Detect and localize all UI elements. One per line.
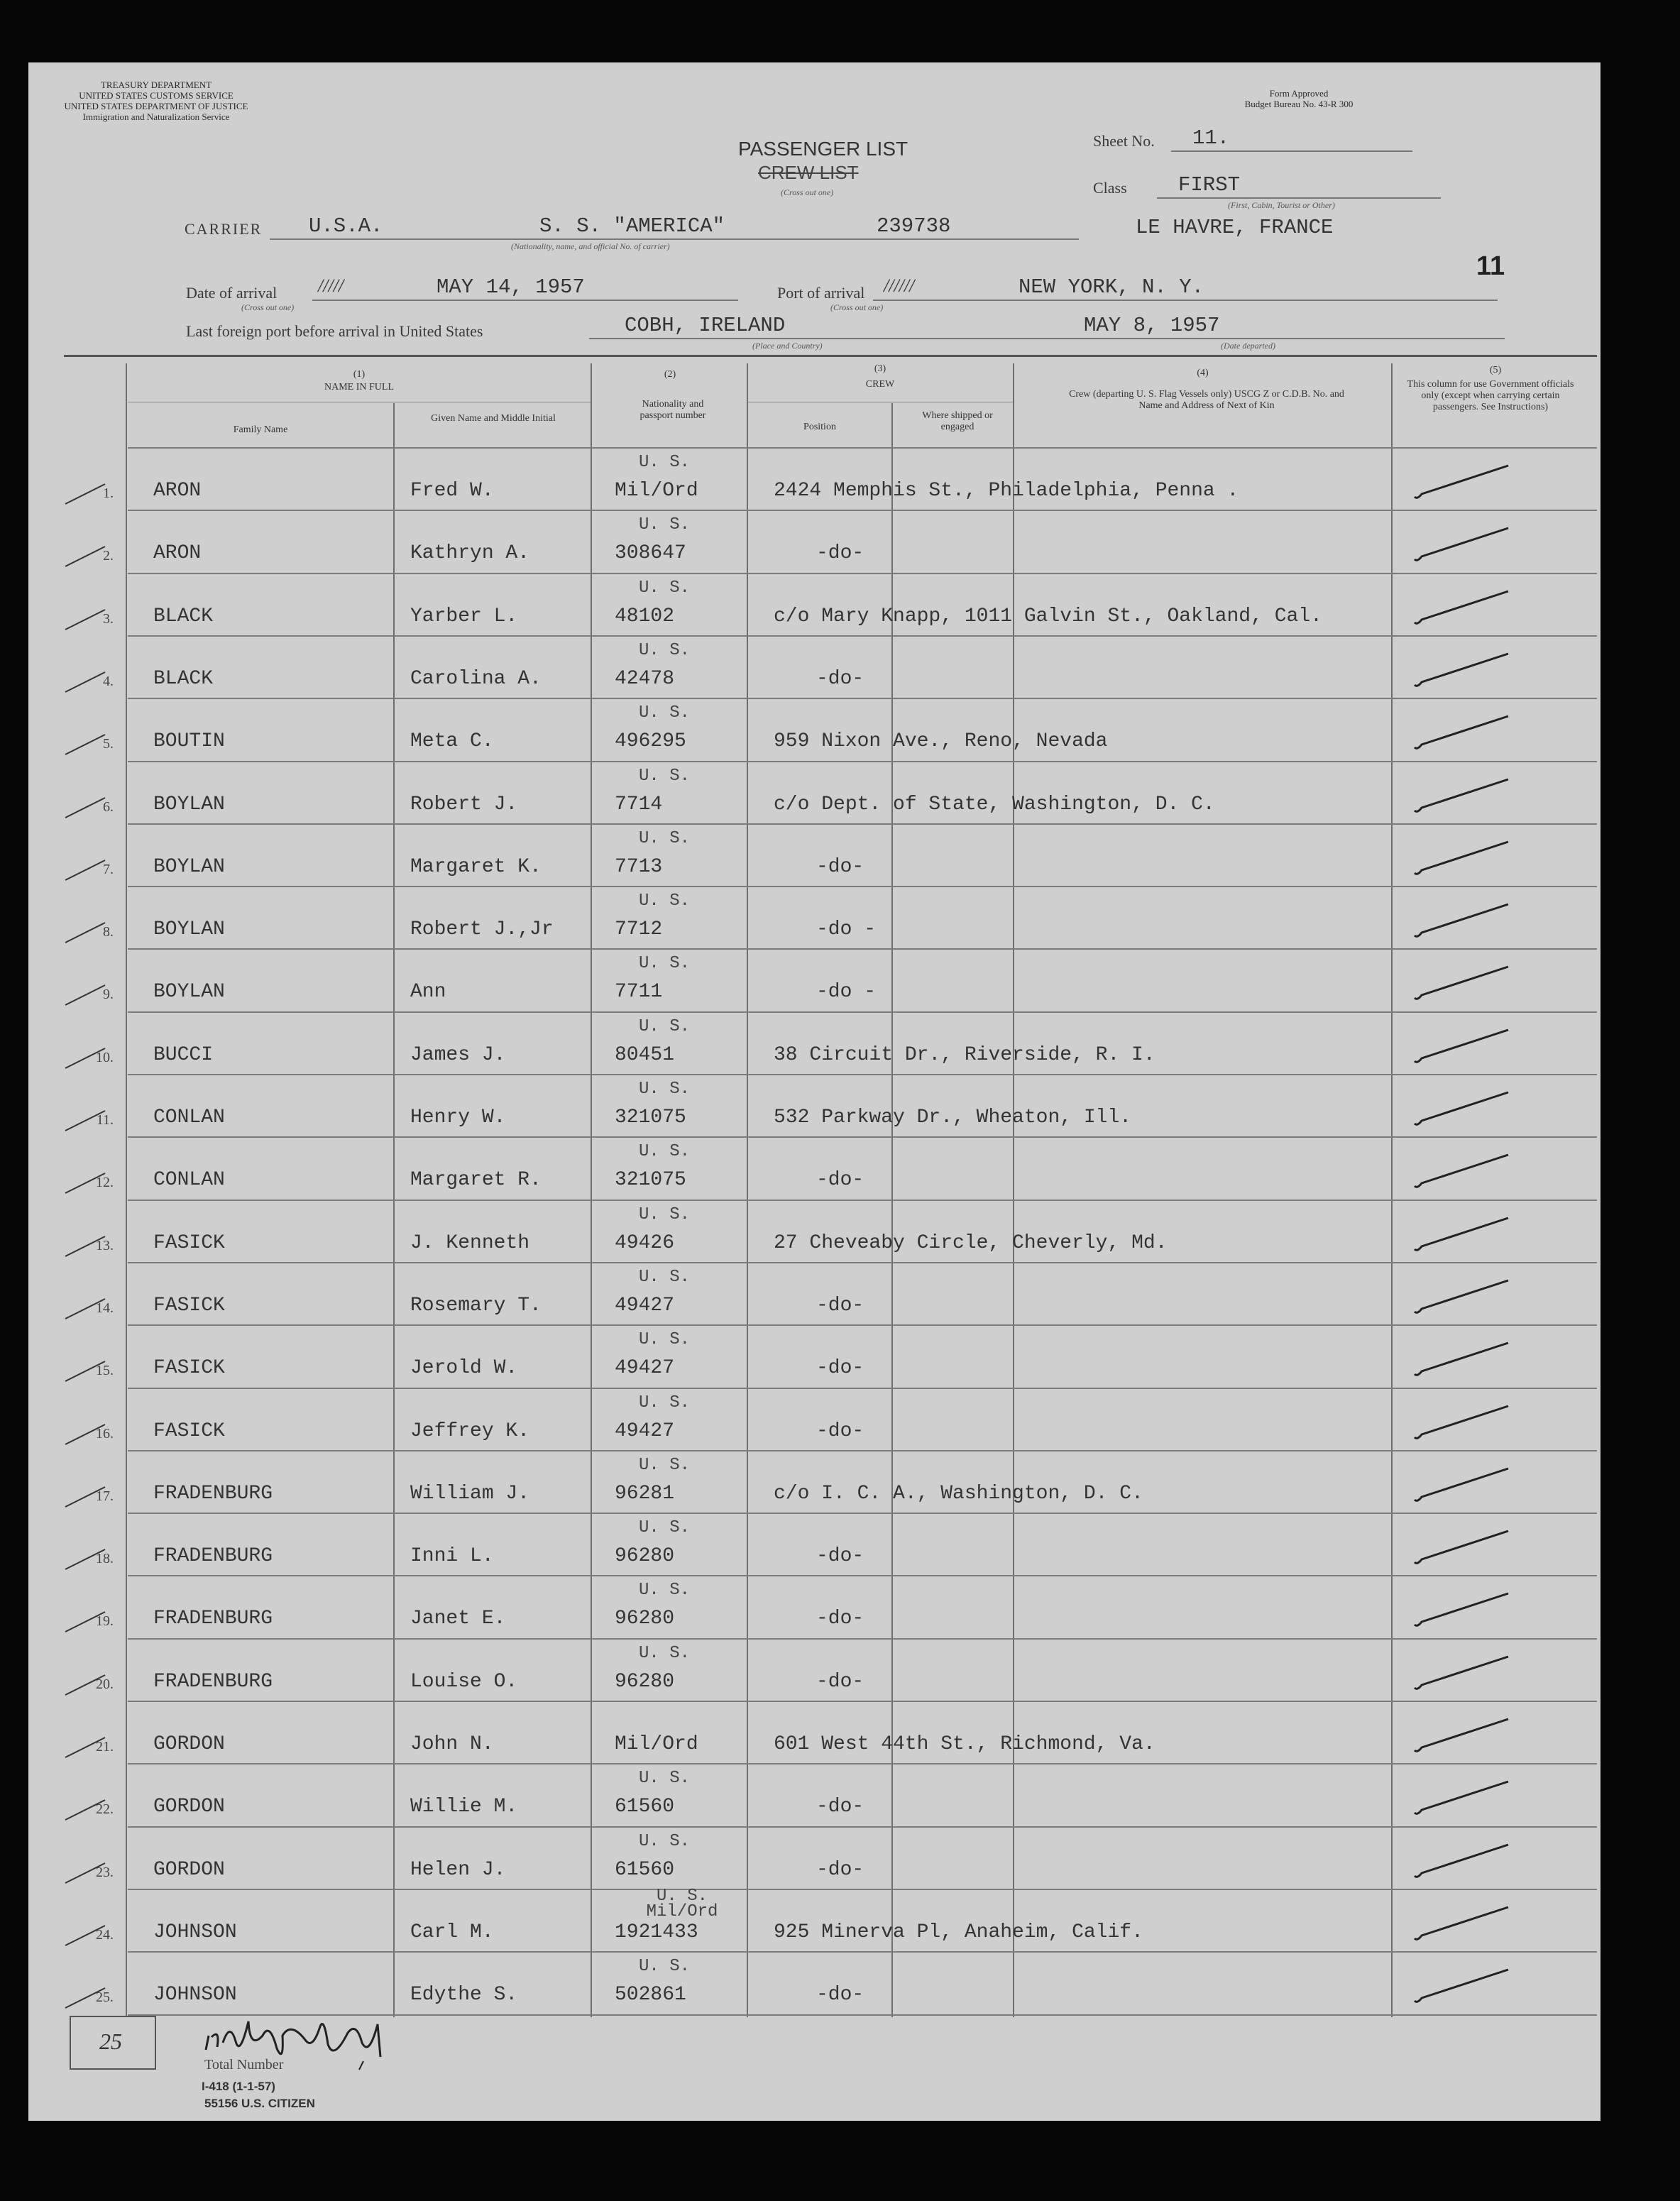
address: 38 Circuit Dr., Riverside, R. I.	[774, 1043, 1155, 1066]
row-number: 14.	[96, 1300, 114, 1316]
check-mark-icon	[1409, 456, 1515, 512]
row-number: 5.	[103, 736, 114, 752]
col-divider-name	[591, 363, 592, 2017]
check-mark-icon	[1409, 518, 1515, 575]
carrier-nationality: U.S.A.	[309, 214, 383, 238]
col4-title: Crew (departing U. S. Flag Vessels only) USCG Z or C.D.B. No. and Name and Address of Next of Kin	[1069, 389, 1344, 411]
check-mark-icon	[1409, 1521, 1515, 1578]
passport-number: 321075	[615, 1169, 686, 1192]
sheet-label: Sheet No.	[1093, 132, 1155, 150]
port-of-arrival-label: Port of arrival	[777, 284, 865, 302]
nationality: U. S.	[639, 1393, 691, 1412]
given-name: William J.	[410, 1482, 530, 1505]
address: -do-	[816, 1420, 864, 1442]
passport-number: 7711	[615, 981, 663, 1004]
address: 925 Minerva Pl, Anaheim, Calif.	[774, 1921, 1143, 1943]
given-name: Willie M.	[410, 1796, 518, 1818]
address: 959 Nixon Ave., Reno, Nevada	[774, 730, 1108, 753]
passport-number: 48102	[615, 605, 675, 627]
port-underline	[873, 300, 1498, 301]
margin-tick-icon	[62, 539, 112, 575]
margin-tick-icon	[62, 978, 112, 1014]
agency-line: UNITED STATES DEPARTMENT OF JUSTICE	[64, 101, 248, 111]
given-name: Jeffrey K.	[410, 1420, 530, 1442]
last-port-value: COBH, IRELAND	[625, 314, 786, 337]
margin-tick-icon	[62, 916, 112, 951]
family-name: JOHNSON	[153, 1984, 237, 2007]
family-name: GORDON	[153, 1733, 225, 1755]
check-mark-icon	[1409, 581, 1515, 638]
passport-number: 1921433	[615, 1921, 698, 1943]
nationality: U. S.	[639, 578, 691, 598]
margin-tick-icon	[62, 1417, 112, 1453]
nationality: U. S.	[639, 1204, 691, 1224]
row-number: 24.	[96, 1926, 114, 1943]
row-divider	[128, 1136, 1597, 1138]
port-cross-note: (Cross out one)	[830, 302, 884, 312]
passport-number: 42478	[615, 667, 675, 690]
row-number: 3.	[103, 610, 114, 627]
row-divider	[128, 761, 1597, 762]
passport-number: 49427	[615, 1420, 675, 1442]
given-name: Henry W.	[410, 1107, 506, 1129]
margin-tick-icon	[62, 1166, 112, 1202]
margin-tick-icon	[62, 1104, 112, 1139]
form-approved-line: Form Approved	[1269, 88, 1329, 99]
date-departed-value: MAY 8, 1957	[1084, 314, 1220, 337]
row-number: 10.	[96, 1049, 114, 1065]
given-name: John N.	[410, 1733, 494, 1755]
check-mark-icon	[1409, 1145, 1515, 1202]
address: -do-	[816, 1294, 864, 1317]
row-divider	[128, 1450, 1597, 1451]
last-port-note: (Place and Country)	[752, 341, 823, 351]
col3-position-header: Position	[803, 422, 836, 432]
family-name: BOYLAN	[153, 793, 225, 816]
margin-tick-icon	[62, 1856, 112, 1892]
form-approved	[1235, 88, 1363, 109]
given-name: Robert J.	[410, 793, 518, 816]
check-mark-icon	[1409, 1647, 1515, 1703]
check-mark-icon	[1409, 1772, 1515, 1828]
row-divider	[128, 1889, 1597, 1890]
nationality: U. S.	[639, 1643, 691, 1663]
page-title: PASSENGER LIST	[738, 138, 908, 160]
passport-number: 7714	[615, 793, 663, 816]
check-mark-icon	[1409, 706, 1515, 763]
given-name: Margaret K.	[410, 855, 542, 878]
check-mark-icon	[1409, 1897, 1515, 1954]
family-name: FRADENBURG	[153, 1545, 273, 1568]
row-number: 2.	[103, 548, 114, 564]
given-name: Kathryn A.	[410, 542, 530, 565]
col5-number: (5)	[1489, 365, 1502, 375]
row-divider	[128, 1763, 1597, 1764]
col-divider-position	[891, 403, 893, 2017]
class-note: (First, Cabin, Tourist or Other)	[1228, 200, 1335, 210]
given-name: Fred W.	[410, 480, 494, 502]
nationality: U. S.	[639, 1831, 691, 1851]
nationality: U. S.	[639, 828, 691, 848]
table-top-border	[64, 355, 1597, 357]
family-name: BLACK	[153, 667, 214, 690]
nationality: U. S.	[639, 891, 691, 911]
margin-tick-icon	[62, 477, 112, 512]
row-divider	[128, 635, 1597, 637]
row-number: 15.	[96, 1363, 114, 1379]
last-port-label: Last foreign port before arrival in United States	[186, 322, 483, 340]
passport-number: 502861	[615, 1984, 686, 2007]
address: -do-	[816, 1984, 864, 2007]
row-number: 19.	[96, 1613, 114, 1630]
nationality: U. S.	[639, 954, 691, 974]
address: c/o Dept. of State, Washington, D. C.	[774, 793, 1215, 816]
row-number: 4.	[103, 673, 114, 689]
row-divider	[128, 1826, 1597, 1828]
passport-number: 49427	[615, 1357, 675, 1380]
passport-number: 61560	[615, 1858, 675, 1881]
address: 27 Cheveaby Circle, Cheverly, Md.	[774, 1231, 1168, 1254]
family-name: JOHNSON	[153, 1921, 237, 1943]
col3-number: (3)	[874, 363, 886, 374]
row-number: 17.	[96, 1488, 114, 1504]
address: -do -	[816, 918, 877, 941]
given-name: Rosemary T.	[410, 1294, 542, 1317]
carrier-name: S. S. "AMERICA"	[539, 214, 725, 238]
family-name: GORDON	[153, 1796, 225, 1818]
given-name: Jerold W.	[410, 1357, 518, 1380]
passport-number: 49426	[615, 1231, 675, 1254]
check-mark-icon	[1409, 832, 1515, 889]
nationality: U. S.	[639, 703, 691, 723]
col2-number: (2)	[664, 369, 676, 380]
passport-number: 80451	[615, 1043, 675, 1066]
col1-family-header: Family Name	[233, 424, 288, 435]
check-mark-icon	[1409, 1835, 1515, 1892]
date-of-arrival-label: Date of arrival	[186, 284, 278, 302]
address: -do-	[816, 542, 864, 565]
page-number: 11	[1476, 251, 1505, 281]
margin-tick-icon	[62, 1668, 112, 1703]
row-divider	[128, 510, 1597, 511]
total-label: Total Number	[204, 2057, 284, 2073]
col1-given-header: Given Name and Middle Initial	[431, 413, 556, 424]
agency-line: Immigration and Naturalization Service	[82, 111, 230, 122]
check-mark-icon	[1409, 769, 1515, 826]
passport-number: 61560	[615, 1796, 675, 1818]
nationality: U. S.	[639, 1581, 691, 1601]
nationality: U. S.	[639, 515, 691, 535]
margin-tick-icon	[62, 1041, 112, 1077]
agency-line: UNITED STATES CUSTOMS SERVICE	[79, 90, 234, 101]
margin-tick-icon	[62, 853, 112, 889]
check-mark-icon	[1409, 1208, 1515, 1265]
row-divider	[128, 1951, 1597, 1953]
nationality: U. S.	[639, 1518, 691, 1538]
given-name: Ann	[410, 981, 446, 1004]
nationality: U. S.	[639, 1957, 691, 1977]
family-name: FASICK	[153, 1420, 225, 1442]
row-divider	[128, 1324, 1597, 1326]
row-divider	[128, 1011, 1597, 1013]
family-name: BOYLAN	[153, 981, 225, 1004]
passenger-list-form	[28, 62, 1601, 2121]
row-divider	[128, 1701, 1597, 1702]
address: c/o Mary Knapp, 1011 Galvin St., Oakland, Cal.	[774, 605, 1322, 627]
row-divider	[128, 1575, 1597, 1576]
family-name: BLACK	[153, 605, 214, 627]
nationality: U. S.	[639, 1769, 691, 1789]
col5-title: This column for use Government officials only (except when carrying certain passengers. See Instructions)	[1407, 379, 1574, 412]
agency-header	[64, 79, 248, 122]
margin-tick-icon	[62, 1919, 112, 1954]
date-underline	[312, 300, 738, 301]
nationality: U. S.	[639, 1330, 691, 1350]
row-number: 11.	[96, 1112, 114, 1128]
date-departed-note: (Date departed)	[1221, 341, 1275, 351]
family-name: CONLAN	[153, 1107, 225, 1129]
family-name: FASICK	[153, 1357, 225, 1380]
address: -do-	[816, 1608, 864, 1630]
margin-tick-icon	[62, 1981, 112, 2016]
col1-number: (1)	[353, 369, 366, 380]
given-name: Janet E.	[410, 1608, 506, 1630]
margin-tick-icon	[62, 1480, 112, 1515]
margin-tick-icon	[62, 1229, 112, 1265]
check-mark-icon	[1409, 1020, 1515, 1077]
sheet-underline	[1171, 150, 1412, 152]
row-number: 21.	[96, 1739, 114, 1755]
check-mark-icon	[1409, 1583, 1515, 1640]
address: 532 Parkway Dr., Wheaton, Ill.	[774, 1107, 1132, 1129]
margin-tick-icon	[62, 1730, 112, 1766]
form-approved-line: Budget Bureau No. 43-R 300	[1244, 99, 1354, 109]
check-mark-icon	[1409, 894, 1515, 951]
nationality: U. S. Mil/Ord	[646, 1886, 718, 1921]
carrier-note: (Nationality, name, and official No. of carrier)	[511, 241, 670, 251]
class-value: FIRST	[1178, 173, 1241, 197]
family-name: FRADENBURG	[153, 1670, 273, 1693]
given-name: Inni L.	[410, 1545, 494, 1568]
check-mark-icon	[1409, 1709, 1515, 1766]
family-name: FASICK	[153, 1231, 225, 1254]
given-name: Louise O.	[410, 1670, 518, 1693]
row-number: 22.	[96, 1801, 114, 1818]
col-divider-next-of-kin	[1391, 363, 1393, 2017]
address: -do-	[816, 1858, 864, 1881]
passport-number: 308647	[615, 542, 686, 565]
passport-number: 96280	[615, 1545, 675, 1568]
row-number: 25.	[96, 1989, 114, 2006]
row-divider	[128, 1638, 1597, 1640]
carrier-number: 239738	[877, 214, 951, 238]
total-count: 25	[99, 2029, 122, 2054]
margin-tick-icon	[62, 791, 112, 826]
row-divider	[128, 886, 1597, 887]
row-divider	[128, 1262, 1597, 1263]
row-number: 20.	[96, 1676, 114, 1692]
passport-number: 7713	[615, 855, 663, 878]
agency-line: TREASURY DEPARTMENT	[100, 79, 212, 90]
passport-number: 96280	[615, 1670, 675, 1693]
family-name: FASICK	[153, 1294, 225, 1317]
row-number: 9.	[103, 987, 114, 1003]
nationality: U. S.	[639, 1016, 691, 1036]
passport-number: 49427	[615, 1294, 675, 1317]
struck-word: //////	[884, 275, 915, 296]
departure-port: LE HAVRE, FRANCE	[1136, 216, 1334, 239]
last-port-underline	[589, 338, 1505, 339]
margin-tick-icon	[62, 1605, 112, 1640]
address: c/o I. C. A., Washington, D. C.	[774, 1482, 1143, 1505]
row-divider	[128, 948, 1597, 950]
date-cross-note: (Cross out one)	[241, 302, 295, 312]
given-name: Carolina A.	[410, 667, 542, 690]
row-divider	[128, 1388, 1597, 1389]
row-number: 8.	[103, 924, 114, 940]
row-number: 13.	[96, 1237, 114, 1253]
crew-list-struck: CREW LIST	[758, 162, 859, 183]
row-divider	[128, 1074, 1597, 1075]
col3-where-header: Where shipped or engaged	[922, 410, 993, 432]
signature-image	[199, 1993, 412, 2078]
col-divider-nationality	[747, 363, 748, 2017]
check-mark-icon	[1409, 1459, 1515, 1515]
col4-number: (4)	[1197, 368, 1209, 378]
margin-tick-icon	[62, 1354, 112, 1390]
family-name: FRADENBURG	[153, 1608, 273, 1630]
carrier-underline	[270, 238, 1079, 240]
title-note: (Cross out one)	[781, 187, 834, 197]
margin-tick-icon	[62, 603, 112, 638]
col1-title: NAME IN FULL	[324, 382, 394, 393]
class-underline	[1157, 197, 1441, 199]
address: -do-	[816, 667, 864, 690]
nationality: U. S.	[639, 766, 691, 786]
margin-tick-icon	[62, 1793, 112, 1828]
address: -do-	[816, 1670, 864, 1693]
family-name: BUCCI	[153, 1043, 214, 1066]
family-name: ARON	[153, 542, 202, 565]
row-number: 18.	[96, 1551, 114, 1567]
passport-number: 496295	[615, 730, 686, 753]
given-name: Margaret R.	[410, 1169, 542, 1192]
nationality: U. S.	[639, 1455, 691, 1475]
given-name: Meta C.	[410, 730, 494, 753]
check-mark-icon	[1409, 1960, 1515, 2016]
date-of-arrival-value: MAY 14, 1957	[437, 275, 585, 299]
row-number: 16.	[96, 1425, 114, 1442]
row-divider	[128, 1513, 1597, 1514]
nationality: U. S.	[639, 453, 691, 472]
carrier-label: CARRIER	[185, 220, 263, 238]
family-name: BOYLAN	[153, 855, 225, 878]
row-number: 7.	[103, 861, 114, 877]
address: -do-	[816, 1545, 864, 1568]
citizen-stamp: 55156 U.S. CITIZEN	[204, 2097, 315, 2110]
address: 2424 Memphis St., Philadelphia, Penna .	[774, 480, 1239, 502]
address: 601 West 44th St., Richmond, Va.	[774, 1733, 1155, 1755]
nationality: U. S.	[639, 1142, 691, 1162]
row-divider	[128, 823, 1597, 825]
nationality: U. S.	[639, 1267, 691, 1287]
address: -do-	[816, 1357, 864, 1380]
given-name: Yarber L.	[410, 605, 518, 627]
row-divider	[128, 1200, 1597, 1201]
header-bottom-line	[128, 447, 1597, 449]
given-name: J. Kenneth	[410, 1231, 530, 1254]
check-mark-icon	[1409, 644, 1515, 701]
family-name: CONLAN	[153, 1169, 225, 1192]
row-number: 12.	[96, 1175, 114, 1191]
row-number: 6.	[103, 798, 114, 815]
margin-tick-icon	[62, 1292, 112, 1327]
row-number: 23.	[96, 1864, 114, 1880]
row-divider	[128, 698, 1597, 699]
class-label: Class	[1093, 179, 1127, 197]
given-name: Carl M.	[410, 1921, 494, 1943]
passport-number: 96280	[615, 1608, 675, 1630]
row-divider	[128, 573, 1597, 574]
passport-number: 321075	[615, 1107, 686, 1129]
row-number: 1.	[103, 485, 114, 501]
given-name: Edythe S.	[410, 1984, 518, 2007]
nationality: U. S.	[639, 1080, 691, 1099]
given-name: Robert J.,Jr	[410, 918, 554, 941]
check-mark-icon	[1409, 957, 1515, 1014]
family-name: FRADENBURG	[153, 1482, 273, 1505]
passport-number: 96281	[615, 1482, 675, 1505]
struck-word: /////	[318, 275, 344, 296]
margin-tick-icon	[62, 665, 112, 701]
given-name: Helen J.	[410, 1858, 506, 1881]
port-of-arrival-value: NEW YORK, N. Y.	[1019, 275, 1204, 299]
check-mark-icon	[1409, 1333, 1515, 1390]
passport-number: 7712	[615, 918, 663, 941]
family-name: GORDON	[153, 1858, 225, 1881]
margin-tick-icon	[62, 728, 112, 763]
passport-number: Mil/Ord	[615, 480, 698, 502]
check-mark-icon	[1409, 1082, 1515, 1139]
address: -do -	[816, 981, 877, 1004]
sheet-number: 11.	[1192, 126, 1230, 150]
margin-tick-icon	[62, 1542, 112, 1578]
address: -do-	[816, 855, 864, 878]
col-divider-family	[393, 403, 395, 2017]
passport-number: Mil/Ord	[615, 1733, 698, 1755]
family-name: BOUTIN	[153, 730, 225, 753]
family-name: ARON	[153, 480, 202, 502]
address: -do-	[816, 1796, 864, 1818]
form-id: I-418 (1-1-57)	[202, 2080, 275, 2093]
check-mark-icon	[1409, 1396, 1515, 1453]
check-mark-icon	[1409, 1270, 1515, 1327]
col2-title: Nationality and passport number	[639, 399, 706, 421]
given-name: James J.	[410, 1043, 506, 1066]
nationality: U. S.	[639, 640, 691, 660]
col3-title: CREW	[865, 379, 895, 390]
address: -do-	[816, 1169, 864, 1192]
family-name: BOYLAN	[153, 918, 225, 941]
col-divider-left	[126, 363, 127, 2017]
